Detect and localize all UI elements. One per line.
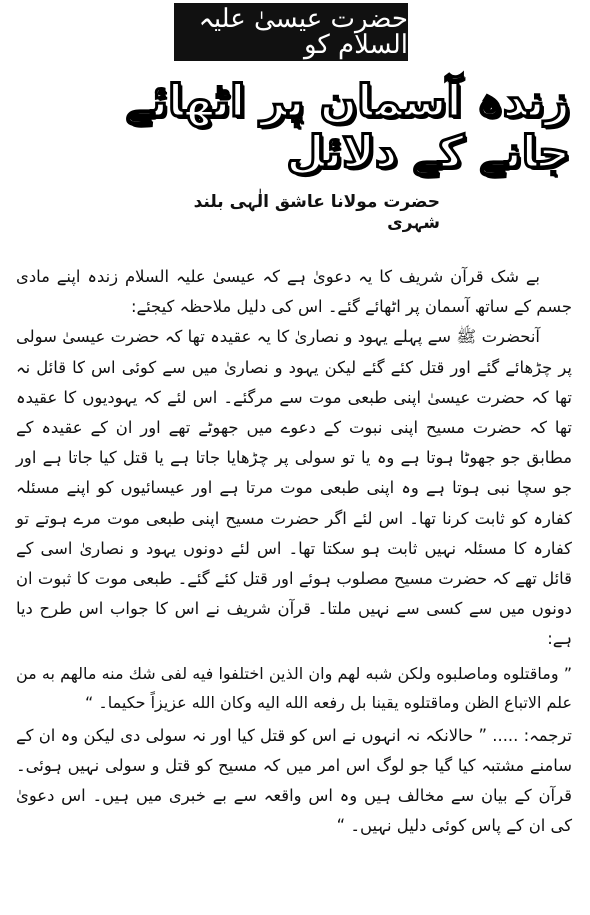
author-line: حضرت مولانا عاشق الٰہی بلند شہری [193, 192, 440, 233]
paragraph-intro [16, 262, 572, 322]
paragraph-argument [16, 322, 572, 654]
article-body [16, 262, 572, 841]
paragraph-argument-text: آنحضرت ﷺ سے پہلے یہود و نصاریٰ کا یہ عقیدہ تھا کہ حضرت عیسیٰ سولی پر چڑھائے گئے اور قتل کئے گئے لیکن یہود و نصاریٰ میں سے کوئی اس کا قائل نہ تھا کہ حضرت عیسیٰ اپنی طبعی موت سے مرگئے۔ اس لئے کہ یہودیوں کا عقیدہ تھا کہ حضرت مسیح اپنی نبوت کے دعوے میں جھوٹے تھے اور ان کے عقیدہ کے مطابق جو جھوٹا ہوتا ہے وہ یا تو سولی پر چڑھایا جاتا ہے یا قتل کیا جاتا ہے اور جو سچا نبی ہوتا ہے وہ اپنی طبعی موت مرتا ہے اور عیسائیوں کو اپنے مسئلہ کفارہ کو ثابت کرنا تھا۔ اس لئے اگر حضرت مسیح اپنی طبعی موت مرے ہوتے تو کفارہ کا مسئلہ نہیں ثابت ہو سکتا تھا۔ اس لئے دونوں یہود و نصاریٰ اسی کے قائل تھے کہ حضرت مسیح مصلوب ہوئے اور قتل کئے گئے۔ طبعی موت کا ثبوت ان دونوں میں سے کسی سے نہیں ملتا۔ قرآن شریف نے اس کا جواب اس طرح دیا ہے: [16, 327, 572, 649]
main-heading: زندہ آسمان پر اٹھائے جانے کے دلائل [125, 76, 570, 178]
title-box [174, 3, 408, 61]
paragraph-intro-text: بے شک قرآن شریف کا یہ دعویٰ ہے کہ عیسیٰ علیہ السلام زندہ اپنے مادی جسم کے ساتھ آسمان پر اٹھائے گئے۔ اس کی دلیل ملاحظہ کیجئے: [16, 267, 572, 317]
title-box-text: حضرت عیسیٰ علیہ السلام کو [198, 4, 408, 60]
arabic-verse: ” وماقتلوه وماصلبوه ولكن شبه لهم وان الذين اختلفوا فيه لفى شك منه مالهم به من علم الاتباع الظن وماقتلوه يقينا بل رفعه الله اليه وكان الله عزيزاً حكيما۔ “ [16, 663, 572, 712]
translation-paragraph: ترجمہ: ..... ” حالانکہ نہ انہوں نے اس کو قتل کیا اور نہ سولی دی لیکن وہ ان کے سامنے مشتبہ کیا گیا جو لوگ اس امر میں کہ مسیح کو قتل و سولی نہیں ہوئی۔ قرآن کے بیان سے مخالف ہیں وہ اس واقعہ سے بے خبری میں ہیں۔ اس دعویٰ کی ان کے پاس کوئی دلیل نہیں۔ “ [16, 725, 572, 836]
